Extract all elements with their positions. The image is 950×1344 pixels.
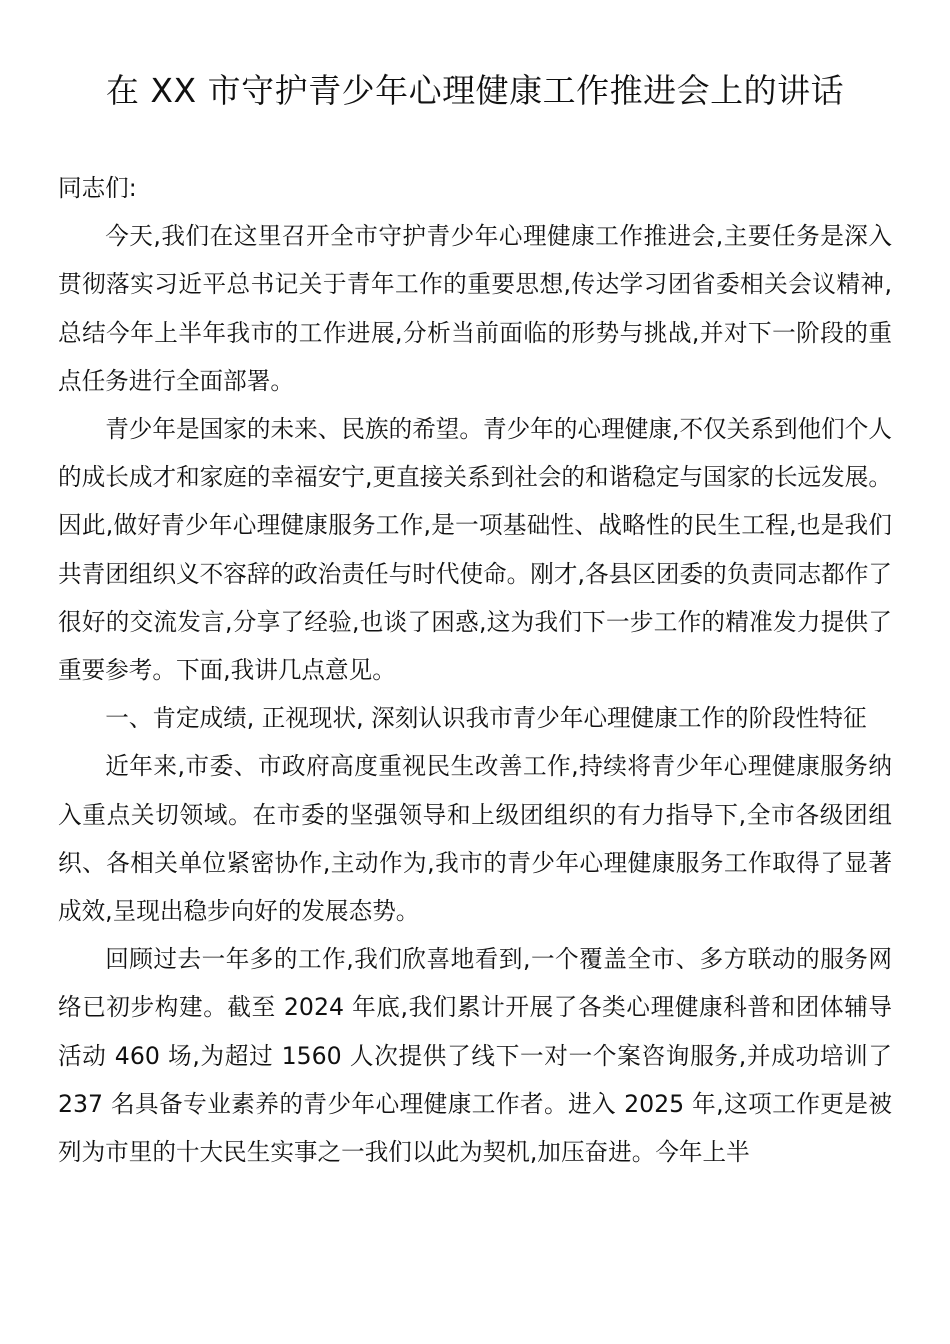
paragraph-opening: 今天,我们在这里召开全市守护青少年心理健康工作推进会,主要任务是深入贯彻落实习近平总书记关于青年工作的重要思想,传达学习团省委相关会议精神,总结今年上半年我市的工作进展,分析当前面临的形势与挑战,并对下一阶段的重点任务进行全面部署。 — [58, 222, 892, 395]
paragraph-significance: 青少年是国家的未来、民族的希望。青少年的心理健康,不仅关系到他们个人的成长成才和家庭的幸福安宁,更直接关系到社会的和谐稳定与国家的长远发展。因此,做好青少年心理健康服务工作,是一项基础性、战略性的民生工程,也是我们共青团组织义不容辞的政治责任与时代使命。刚才,各县区团委的负责同志都作了很好的交流发言,分享了经验,也谈了困惑,这为我们下一步工作的精准发力提供了重要参考。下面,我讲几点意见。 — [58, 415, 892, 685]
paragraph-review: 回顾过去一年多的工作,我们欣喜地看到,一个覆盖全市、多方联动的服务网络已初步构建。截至 2024 年底,我们累计开展了各类心理健康科普和团体辅导活动 460 场,为超过 1560 人次提供了线下一对一个案咨询服务,并成功培训了 237 名具备专业素养的青少年心理健康工作者。进入 2025 年,这项工作更是被列为市里的十大民生实事之一我们以此为契机,加压奋进。今年上半 — [58, 945, 892, 1167]
salutation: 同志们: — [58, 174, 137, 202]
document-title: 在 XX 市守护青少年心理健康工作推进会上的讲话 — [105, 71, 845, 110]
paragraph-achievements: 近年来,市委、市政府高度重视民生改善工作,持续将青少年心理健康服务纳入重点关切领域。在市委的坚强领导和上级团组织的有力指导下,全市各级团组织、各相关单位紧密协作,主动作为,我市的青少年心理健康服务工作取得了显著成效,呈现出稳步向好的发展态势。 — [58, 752, 892, 926]
document-body — [58, 164, 892, 1176]
section-heading-one: 一、肯定成绩, 正视现状, 深刻认识我市青少年心理健康工作的阶段性特征 — [105, 704, 867, 733]
